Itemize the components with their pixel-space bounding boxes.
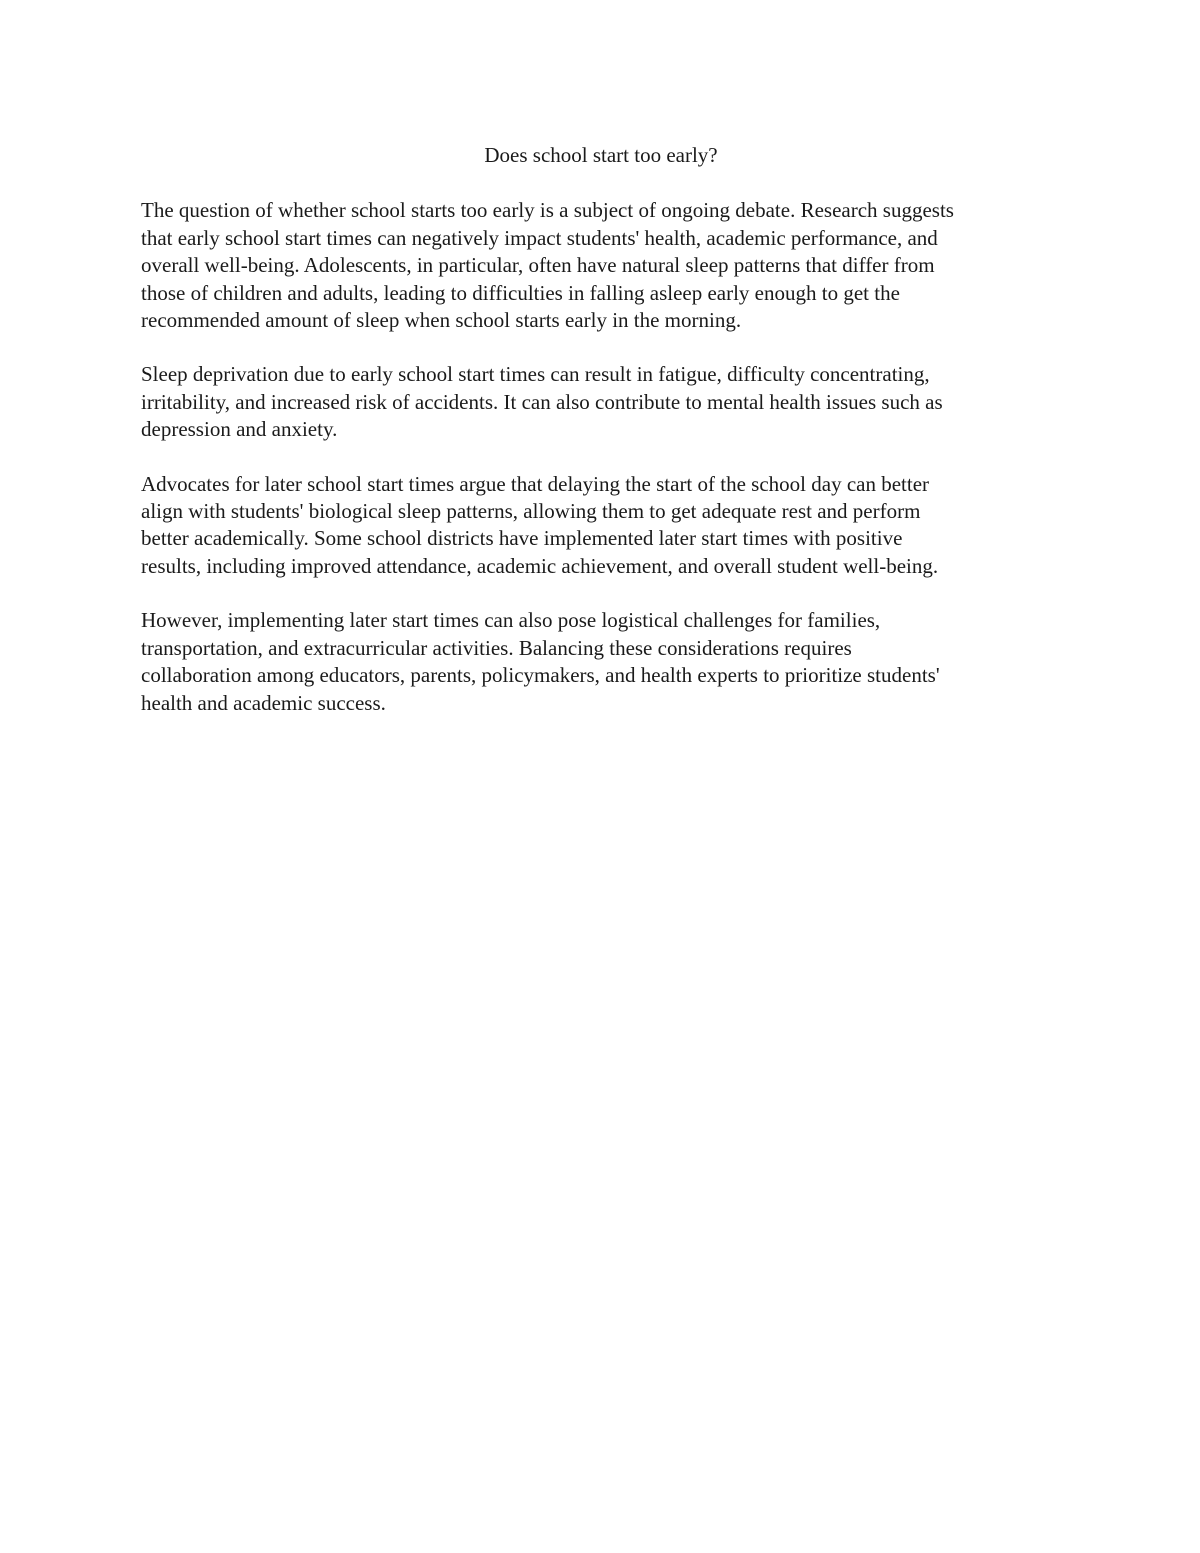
paragraph-intro	[141, 197, 1061, 334]
paragraph-line: Advocates for later school start times argue that delaying the start of the school day can better	[141, 471, 930, 496]
paragraph-line: recommended amount of sleep when school starts early in the morning.	[141, 308, 742, 333]
paragraph-line: better academically. Some school districts have implemented later start times with positive	[141, 526, 903, 551]
paragraph-line: those of children and adults, leading to difficulties in falling asleep early enough to get the	[141, 280, 900, 305]
paragraph-line: transportation, and extracurricular activities. Balancing these considerations requires	[141, 635, 852, 660]
paragraph-challenges	[141, 607, 1061, 717]
paragraph-line: irritability, and increased risk of accidents. It can also contribute to mental health issues such as	[141, 389, 943, 414]
paragraph-line: Sleep deprivation due to early school start times can result in fatigue, difficulty concentrating,	[141, 362, 930, 387]
paragraph-line: health and academic success.	[141, 690, 386, 715]
paragraph-sleep-deprivation	[141, 361, 1061, 443]
paragraph-line: results, including improved attendance, academic achievement, and overall student well-being.	[141, 553, 939, 578]
paragraph-line: depression and anxiety.	[141, 417, 338, 442]
paragraph-line: However, implementing later start times can also pose logistical challenges for families,	[141, 608, 881, 633]
paragraph-line: collaboration among educators, parents, policymakers, and health experts to prioritize students'	[141, 663, 940, 688]
paragraph-advocates	[141, 471, 1061, 581]
document-title: Does school start too early?	[484, 143, 718, 167]
paragraph-line: that early school start times can negatively impact students' health, academic performance, and	[141, 225, 938, 250]
document-body	[141, 142, 1061, 744]
paragraph-line: The question of whether school starts too early is a subject of ongoing debate. Research suggests	[141, 198, 954, 223]
paragraph-line: overall well-being. Adolescents, in particular, often have natural sleep patterns that differ from	[141, 253, 935, 278]
paragraph-line: align with students' biological sleep patterns, allowing them to get adequate rest and perform	[141, 499, 921, 524]
